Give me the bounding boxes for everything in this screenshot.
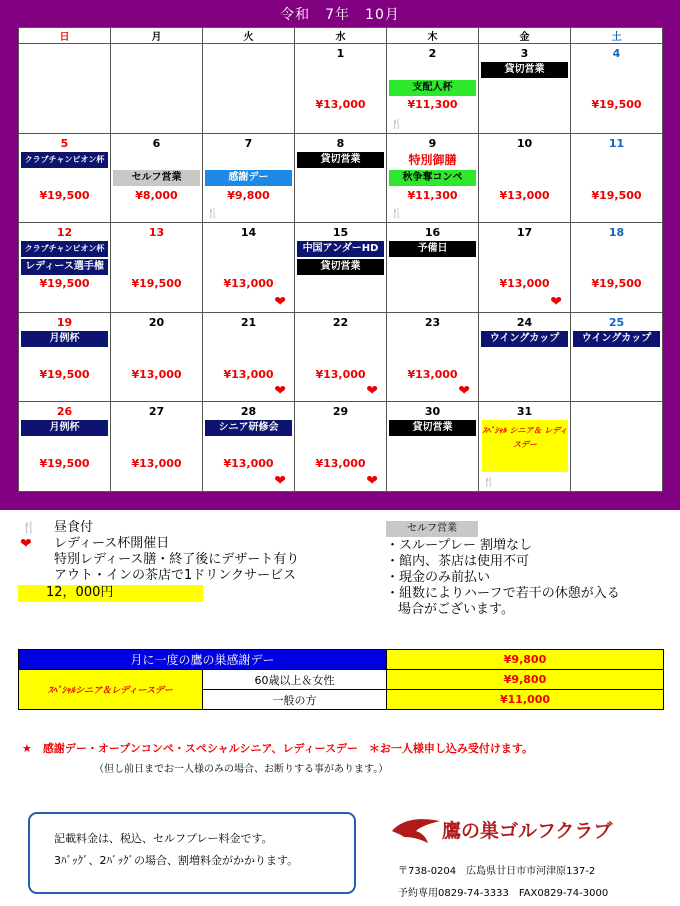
day-number: 2: [428, 47, 437, 60]
day-number: 11: [608, 136, 625, 150]
day-number: 20: [148, 315, 165, 329]
heart-icon: ❤: [274, 472, 286, 489]
day-cell[interactable]: [479, 223, 571, 313]
club-address: 〒738-0204 広島県廿日市市河津原137-2: [398, 866, 596, 877]
price: ¥19,500: [591, 277, 642, 291]
self-note-3: ・現金のみ前払い: [386, 570, 491, 585]
day-cell[interactable]: [295, 312, 387, 402]
notice-sub: （但し前日までお一人様のみの場合、お断りする事があります。）: [94, 764, 389, 775]
day-number: 17: [516, 226, 533, 240]
day-cell[interactable]: [111, 312, 203, 402]
weekday-thu: 木: [387, 28, 479, 44]
event-label: 貸切営業: [297, 152, 384, 168]
price: ¥13,000: [223, 367, 274, 381]
day-cell[interactable]: [387, 44, 479, 134]
day-number: 8: [336, 136, 345, 150]
day-number: 18: [608, 226, 625, 240]
weekday-mon: 月: [111, 28, 203, 44]
day-cell[interactable]: [111, 133, 203, 223]
price: ¥13,000: [315, 98, 366, 111]
weekday-sat: 土: [571, 28, 663, 44]
day-cell[interactable]: [203, 223, 295, 313]
price: ¥19,500: [39, 277, 90, 291]
legend-ladies-2: アウト・インの茶店で1ドリンクサービス: [54, 568, 297, 583]
event-label: レディース選手権: [21, 259, 108, 275]
calendar-title: 令和 7年 10月: [280, 7, 400, 23]
price: ¥19,500: [39, 367, 90, 381]
day-cell[interactable]: [387, 312, 479, 402]
day-number: 7: [244, 136, 253, 150]
day-number: 10: [516, 136, 533, 150]
event-label: ウイングカップ: [573, 331, 660, 347]
event-label: 貸切営業: [389, 420, 476, 436]
day-number: 16: [424, 226, 441, 240]
day-number: 31: [516, 405, 533, 419]
day-cell[interactable]: [479, 402, 571, 492]
special-day-label: ｽﾍﾟｼｬﾙ シニア＆ レディスデー: [482, 420, 568, 472]
price: ¥19,500: [39, 457, 90, 471]
hawk-logo-icon: [390, 815, 442, 845]
heart-icon: ❤: [20, 536, 32, 552]
day-number: 15: [332, 226, 349, 240]
senior-women-label: 60歳以上＆女性: [203, 670, 387, 690]
price: ¥8,000: [135, 188, 178, 202]
day-cell[interactable]: [295, 223, 387, 313]
day-cell[interactable]: [111, 223, 203, 313]
event-label: セルフ営業: [113, 170, 200, 186]
heart-icon: ❤: [274, 383, 286, 400]
price: ¥13,000: [499, 188, 550, 202]
day-cell[interactable]: [111, 402, 203, 492]
day-number: 28: [240, 405, 257, 419]
day-cell[interactable]: [479, 133, 571, 223]
day-number: 12: [56, 226, 73, 240]
day-number: 1: [336, 47, 345, 60]
monthly-head: 月に一度の鷹の巣感謝デー: [19, 650, 387, 670]
day-cell[interactable]: [19, 133, 111, 223]
day-cell[interactable]: [295, 44, 387, 134]
fee-info-box: [28, 812, 356, 894]
day-cell[interactable]: [19, 312, 111, 402]
event-label: 感謝デー: [205, 170, 292, 186]
day-cell[interactable]: [387, 402, 479, 492]
event-label: 月例杯: [21, 420, 108, 436]
price: ¥11,300: [407, 98, 458, 111]
day-cell[interactable]: [203, 312, 295, 402]
self-note-1: ・スループレー 割増なし: [386, 538, 532, 553]
day-number: 24: [516, 315, 533, 329]
day-empty: [203, 44, 295, 134]
day-number: 3: [520, 47, 529, 60]
price: ¥19,500: [591, 98, 642, 111]
club-name: 鷹の巣ゴルフクラブ: [442, 820, 613, 842]
legend-ladies-1: 特別レディース膳・終了後にデザート有り: [54, 552, 300, 567]
event-label: 秋争奪コンペ: [389, 170, 476, 186]
day-cell[interactable]: [19, 223, 111, 313]
price: ¥19,500: [591, 188, 642, 202]
day-cell[interactable]: [571, 44, 663, 134]
day-cell[interactable]: [295, 402, 387, 492]
heart-icon: ❤: [458, 383, 470, 400]
heart-icon: ❤: [366, 472, 378, 489]
lunch-icon: 🍴: [391, 119, 403, 130]
day-number: 4: [612, 47, 621, 60]
day-number: 6: [152, 136, 161, 150]
general-label: 一般の方: [203, 690, 387, 710]
monthly-price-table: [18, 649, 664, 710]
notice-line: ★ 感謝デー・オープンコンペ・スペシャルシニア、レディースデー ＊お一人様申し込み受付けます。: [22, 742, 533, 755]
day-cell[interactable]: [387, 223, 479, 313]
day-cell[interactable]: [571, 223, 663, 313]
day-number: 26: [56, 405, 73, 419]
fork-icon: 🍴: [22, 521, 36, 534]
club-tel: 予約専用0829-74-3333 FAX0829-74-3000: [398, 888, 609, 899]
price: ¥19,500: [131, 277, 182, 291]
day-cell[interactable]: [387, 133, 479, 223]
day-number: 21: [240, 315, 257, 329]
price: ¥13,000: [407, 367, 458, 381]
heart-icon: ❤: [550, 293, 562, 310]
lunch-icon: 🍴: [483, 477, 495, 488]
lunch-icon: 🍴: [391, 209, 403, 220]
day-number: 23: [424, 315, 441, 329]
day-cell[interactable]: [571, 312, 663, 402]
legend-ladies-day: レディース杯開催日: [54, 536, 170, 551]
day-cell[interactable]: [203, 402, 295, 492]
fee-info-2: 3ﾊﾞｯｸﾞ、2ﾊﾞｯｸﾞの場合、割増料金がかかります。: [54, 854, 299, 867]
weekday-tue: 火: [203, 28, 295, 44]
event-label: 月例杯: [21, 331, 108, 347]
day-cell[interactable]: [203, 133, 295, 223]
fee-info-1: 記載料金は、税込、セルフプレー料金です。: [54, 832, 273, 845]
event-label: 支配人杯: [389, 80, 476, 96]
event-label: シニア研修会: [205, 420, 292, 436]
day-empty: [571, 402, 663, 492]
day-cell[interactable]: [295, 133, 387, 223]
price: ¥13,000: [223, 277, 274, 291]
lunch-icon: 🍴: [207, 209, 219, 220]
general-price: ¥11,000: [387, 690, 664, 710]
event-label: クラブチャンピオン杯: [21, 152, 108, 168]
price: ¥13,000: [315, 367, 366, 381]
day-number: 22: [332, 315, 349, 329]
self-note-5: 場合がございます。: [398, 602, 514, 617]
heart-icon: ❤: [274, 293, 286, 310]
monthly-head-price: ¥9,800: [387, 650, 664, 670]
calendar-grid: [18, 27, 663, 492]
event-label: 貸切営業: [481, 62, 568, 78]
day-number: 30: [424, 405, 441, 419]
event-label: ウイングカップ: [481, 331, 568, 347]
event-label: 特別御膳: [408, 152, 457, 167]
self-service-tag: セルフ営業: [386, 521, 478, 537]
price: ¥13,000: [499, 277, 550, 291]
day-empty: [19, 44, 111, 134]
day-empty: [111, 44, 203, 134]
day-cell[interactable]: [479, 44, 571, 134]
event-label: 中国アンダーHD: [297, 241, 384, 257]
self-note-2: ・館内、茶店は使用不可: [386, 554, 530, 569]
legend-lunch: 昼食付: [54, 520, 94, 535]
day-number: 19: [56, 315, 73, 329]
price: ¥13,000: [315, 457, 366, 471]
price: ¥13,000: [131, 367, 182, 381]
day-cell[interactable]: [19, 402, 111, 492]
day-number: 5: [60, 136, 69, 150]
heart-icon: ❤: [366, 383, 378, 400]
weekday-fri: 金: [479, 28, 571, 44]
price: ¥9,800: [227, 188, 270, 202]
event-label: 予備日: [389, 241, 476, 257]
weekday-sun: 日: [19, 28, 111, 44]
senior-women-price: ¥9,800: [387, 670, 664, 690]
day-number: 29: [332, 405, 349, 419]
event-label: クラブチャンピオン杯: [21, 241, 108, 257]
day-number: 27: [148, 405, 165, 419]
special-senior-ladies: ｽﾍﾟｼｬﾙシニア＆レディースデー: [19, 670, 203, 710]
day-cell[interactable]: [571, 133, 663, 223]
price: ¥13,000: [223, 457, 274, 471]
day-number: 13: [148, 226, 165, 240]
price: ¥13,000: [131, 457, 182, 471]
day-number: 25: [608, 315, 625, 329]
day-number: 14: [240, 226, 257, 240]
price: ¥11,300: [407, 188, 458, 202]
event-label: 貸切営業: [297, 259, 384, 275]
price: ¥19,500: [39, 188, 90, 202]
ladies-price: 12，000円: [46, 585, 114, 600]
weekday-wed: 水: [295, 28, 387, 44]
self-note-4: ・組数によりハーフで若干の休憩が入る: [386, 586, 620, 601]
day-number: 9: [428, 136, 437, 150]
day-cell[interactable]: [479, 312, 571, 402]
